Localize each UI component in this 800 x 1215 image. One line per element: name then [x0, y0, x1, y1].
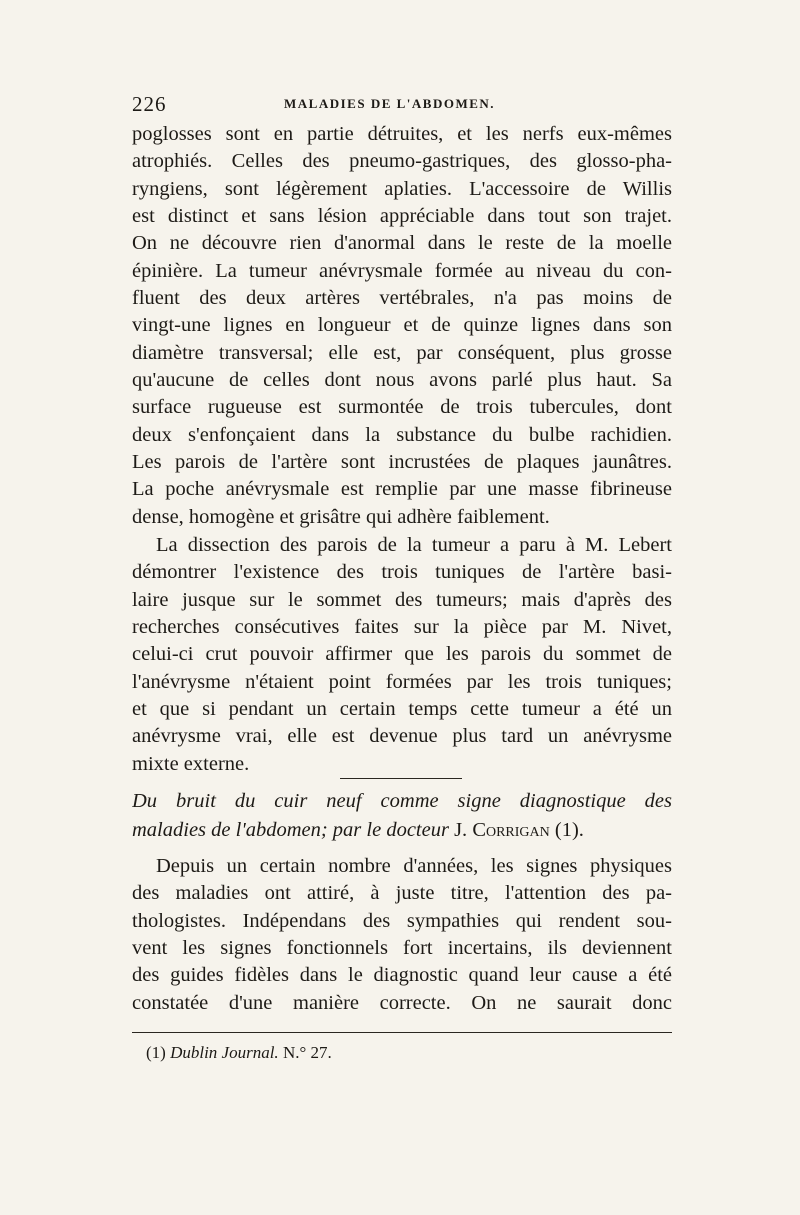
text-line: La poche anévrysmale est remplie par une masse fibrineuse — [132, 478, 672, 501]
text-line: et que si pendant un certain temps cette tumeur a été un — [132, 698, 672, 721]
text-line: des maladies ont attiré, à juste titre, l'attention des pa- — [132, 882, 672, 905]
footnote-journal: Dublin Journal. — [170, 1043, 279, 1062]
text-line: celui-ci crut pouvoir affirmer que les parois du sommet de — [132, 643, 672, 666]
text-line: thologistes. Indépendans des sympathies qui rendent sou- — [132, 909, 672, 932]
text-line: On ne découvre rien d'anormal dans le reste de la moelle — [132, 232, 672, 255]
text-line: qu'aucune de celles dont nous avons parlé plus haut. Sa — [132, 369, 672, 392]
text-line: vent les signes fonctionnels fort incertains, ils deviennent — [132, 937, 672, 960]
author-name: Corrigan — [472, 819, 550, 841]
text-line: deux s'enfonçaient dans la substance du bulbe rachidien. — [132, 423, 672, 446]
running-head: MALADIES DE L'ABDOMEN. — [284, 96, 496, 111]
text-line: surface rugueuse est surmontée de trois tubercules, dont — [132, 396, 672, 419]
text-line: anévrysme vrai, elle est devenue plus tard un anévrysme — [132, 725, 672, 748]
text-line: mixte externe. — [132, 752, 250, 775]
page-header — [132, 92, 672, 120]
text-line: ryngiens, sont légèrement aplaties. L'accessoire de Willis — [132, 177, 672, 200]
text-line: est distinct et sans lésion appréciable dans tout son trajet. — [132, 205, 672, 228]
section-title-line-2 — [132, 816, 672, 845]
paragraph-3 — [132, 853, 672, 1017]
footnote-number: N.° 27. — [282, 1043, 332, 1062]
text-line: fluent des deux artères vertébrales, n'a pas moins de — [132, 287, 672, 310]
text-line: épinière. La tumeur anévrysmale formée au niveau du con- — [132, 259, 672, 282]
footnote-divider — [132, 1032, 672, 1033]
text-line: Depuis un certain nombre d'années, les signes physiques — [156, 855, 672, 877]
author-initial: J. — [454, 819, 468, 841]
paragraph-2 — [132, 532, 672, 778]
section-title-line-1: Du bruit du cuir neuf comme signe diagnostique des — [132, 790, 672, 812]
text-line: démontrer l'existence des trois tuniques de l'artère basi- — [132, 561, 672, 584]
text-line: poglosses sont en partie détruites, et les nerfs eux-mêmes — [132, 123, 672, 145]
text-line: vingt-une lignes en longueur et de quinze lignes dans son — [132, 314, 672, 337]
text-line: diamètre transversal; elle est, par conséquent, plus grosse — [132, 341, 672, 364]
text-line: laire jusque sur le sommet des tumeurs; mais d'après des — [132, 588, 672, 611]
footnote-ref: (1). — [554, 819, 584, 841]
footnote — [146, 1043, 332, 1063]
section-divider — [340, 778, 462, 779]
page-number: 226 — [132, 92, 167, 116]
text-line: Les parois de l'artère sont incrustées de plaques jaunâtres. — [132, 451, 672, 474]
text-line: des guides fidèles dans le diagnostic quand leur cause a été — [132, 964, 672, 987]
text-line: l'anévrysme n'étaient point formées par les trois tuniques; — [132, 670, 672, 693]
section-title — [132, 787, 672, 845]
text-line: recherches consécutives faites sur la pièce par M. Nivet, — [132, 616, 672, 639]
text-line: constatée d'une manière correcte. On ne saurait donc — [132, 991, 672, 1014]
section-title-italic: maladies de l'abdomen; par le docteur — [132, 819, 449, 841]
text-line: dense, homogène et grisâtre qui adhère faiblement. — [132, 505, 550, 528]
paragraph-1 — [132, 121, 672, 531]
footnote-marker: (1) — [146, 1043, 166, 1062]
text-line: La dissection des parois de la tumeur a paru à M. Lebert — [156, 534, 672, 556]
text-line: atrophiés. Celles des pneumo-gastriques, des glosso-pha- — [132, 150, 672, 173]
